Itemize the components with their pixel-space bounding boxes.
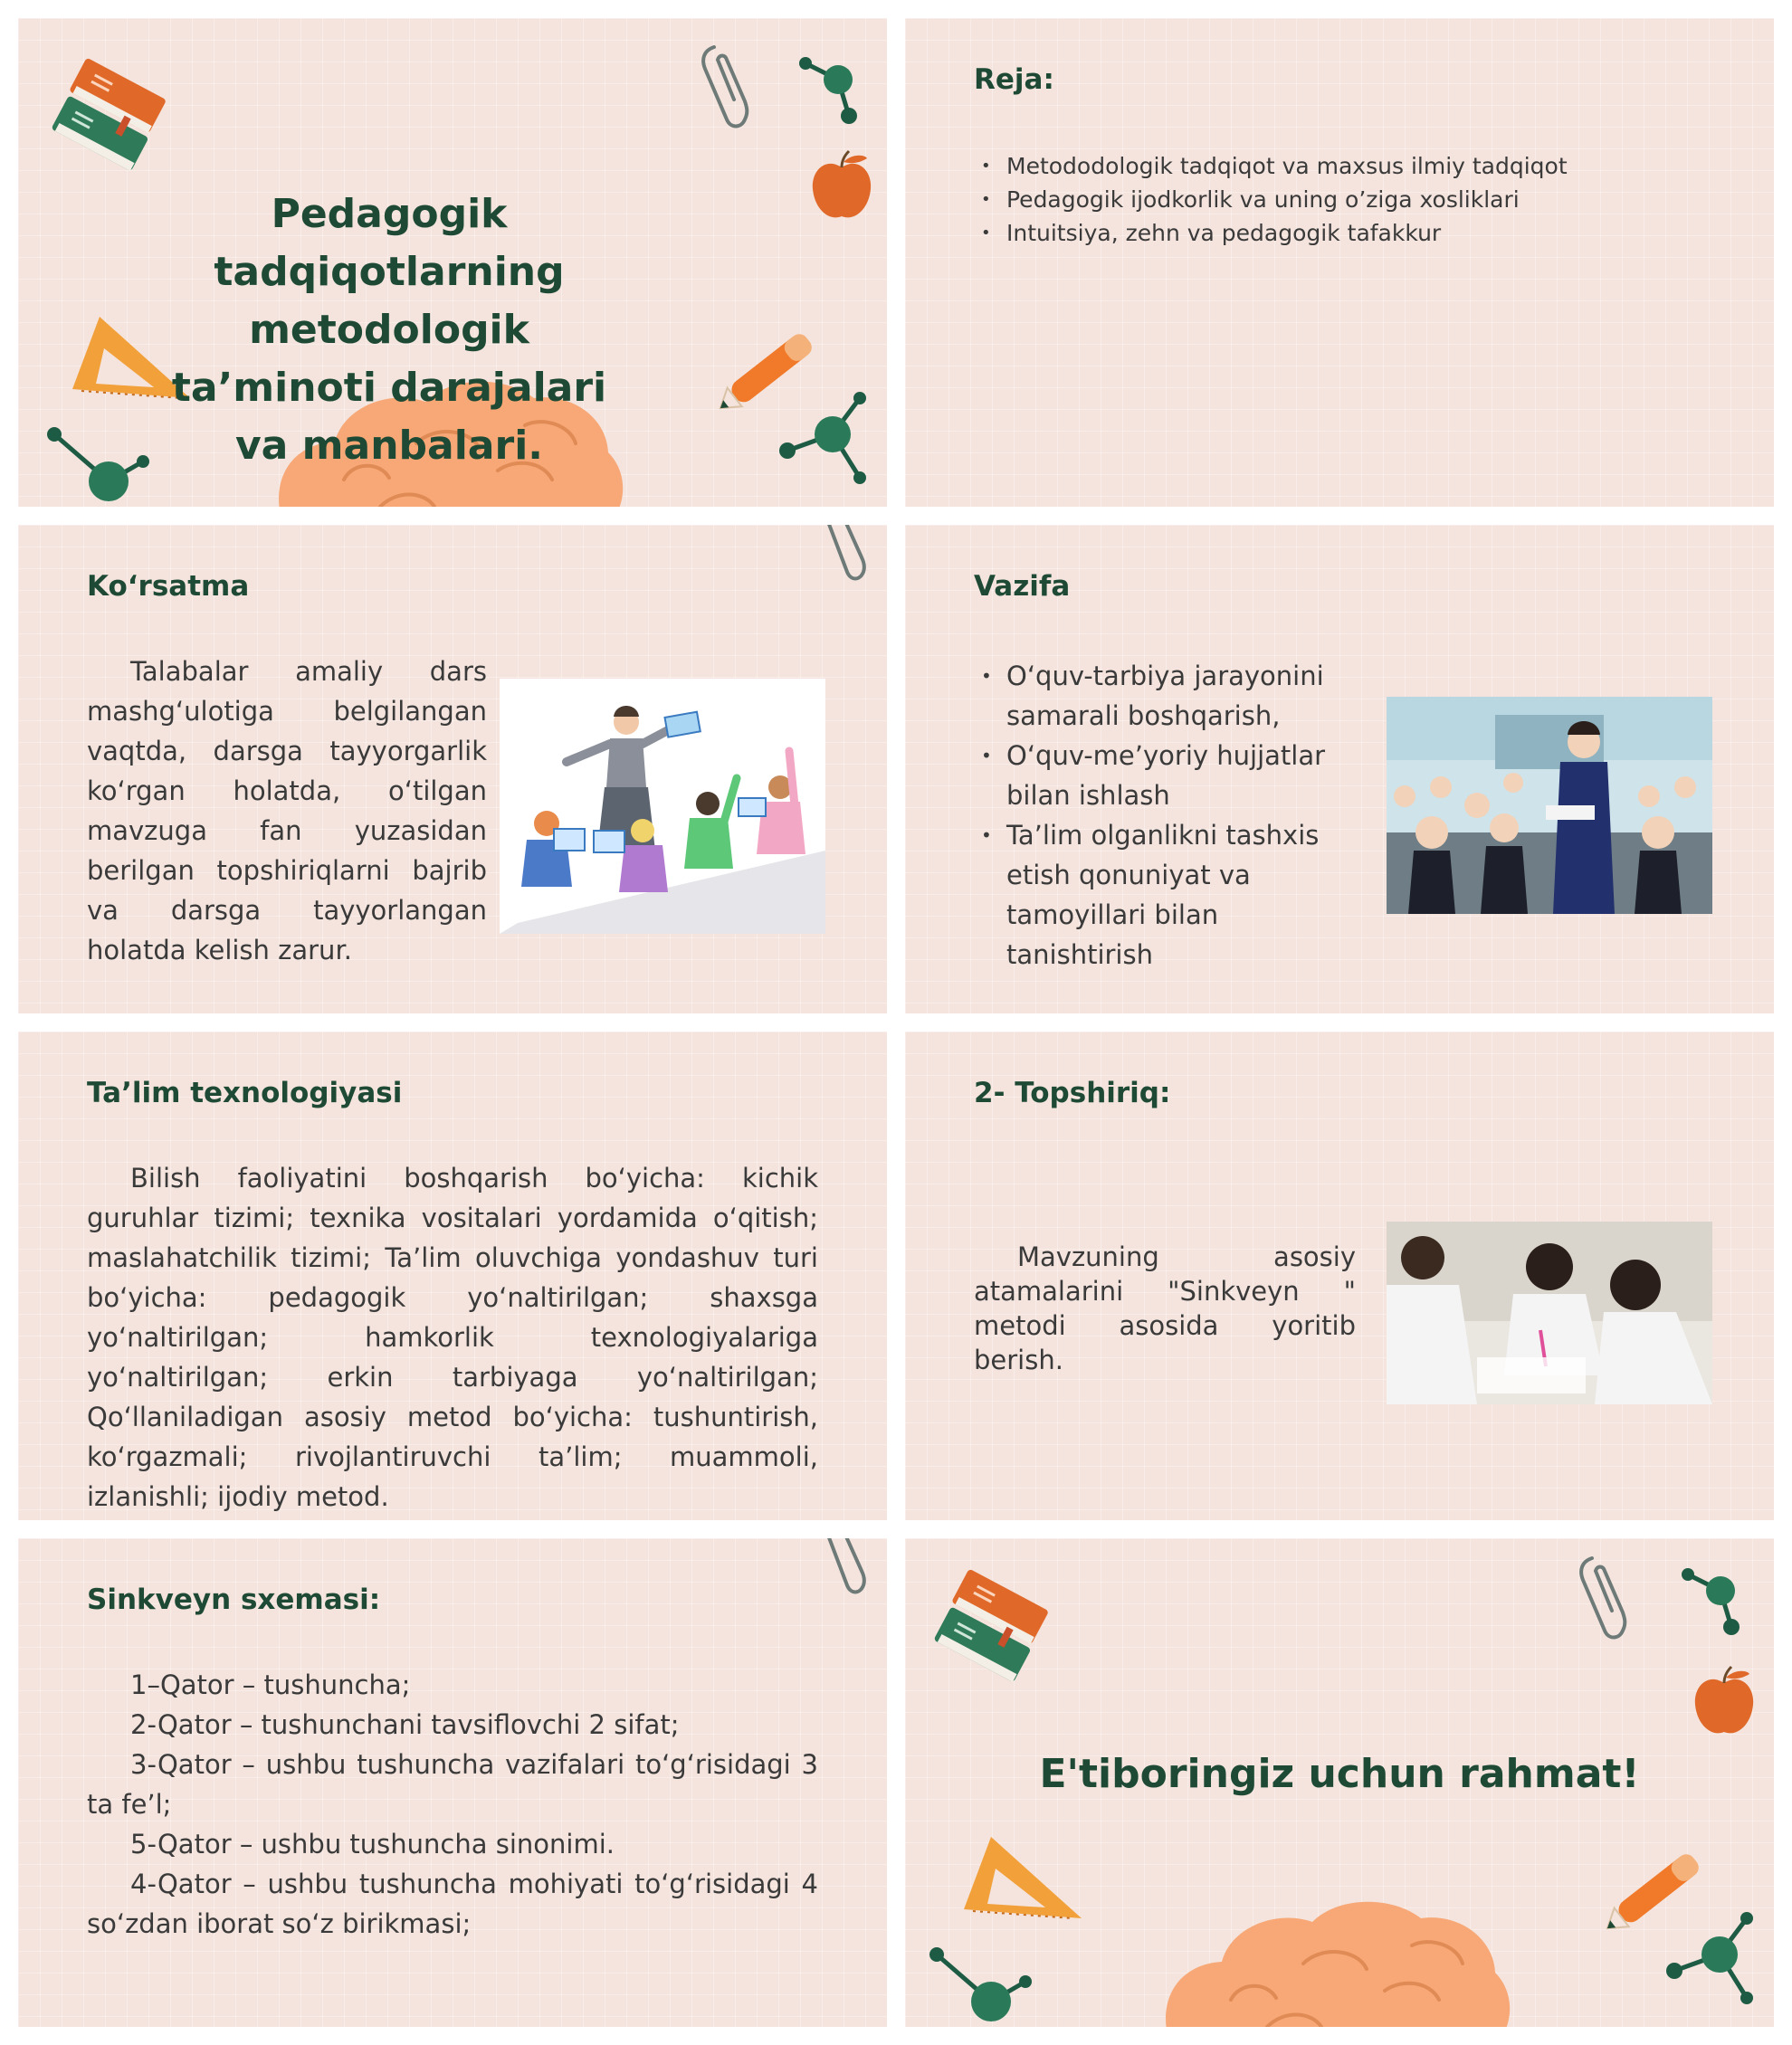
apple-icon: [805, 149, 878, 231]
list-item: • Intuitsiya, zehn va pedagogik tafakkur: [974, 216, 1568, 250]
slide-tasks: [905, 525, 1774, 1013]
slide-heading: 2- Topshiriq:: [974, 1077, 1171, 1109]
edu-technology-text: Bilish faoliyatini boshqarish bo‘yicha: kichik guruhlar tizimi; texnika vositalari yordamida o‘qitish; maslahatchilik tizimi; Ta’lim oluvchiga yondashuv turi bo‘yicha: pedagogik yo‘naltirilgan; shaxsga yo‘naltirilgan; hamkorlik texnologiyalariga yo‘naltirilgan; erkin tarbiyaga yo‘naltirilgan; Qo‘llaniladigan asosiy metod bo‘yicha: tushuntirish, ko‘rgazmali; rivojlantiruvchi ta’lim; muammoli, izlanishli; ijodiy metod.: [87, 1163, 818, 1512]
scheme-line: 2-Qator – tushunchani tavsiflovchi 2 sifat;: [130, 1709, 680, 1740]
list-item: • Ta’lim olganlikni tashxis etish qonuniyat va tamoyillari bilan tanishtirish: [974, 815, 1354, 975]
molecule-icon: [919, 1936, 1036, 2027]
ruler-triangle-icon: [955, 1828, 1091, 1936]
slide-heading: Ta’lim texnologiyasi: [87, 1077, 403, 1109]
slide-thanks: [905, 1538, 1774, 2027]
scheme-line: 3-Qator – ushbu tushuncha vazifalari to‘g‘risidagi 3 ta fe’l;: [87, 1749, 818, 1820]
students-writing-photo: [1387, 1222, 1712, 1404]
apple-icon: [1688, 1665, 1760, 1746]
molecule-icon: [1656, 1900, 1765, 2018]
assignment-text: Mavzuning asosiy atamalarini "Sinkveyn " metodi asosida yoritib berish.: [974, 1241, 1356, 1375]
paperclip-icon: [815, 525, 869, 588]
task-list: [974, 656, 1354, 975]
slide-instruction: [18, 525, 887, 1013]
instruction-text: Talabalar amaliy dars mashg‘ulotiga belgilangan vaqtda, darsga tayyorgarlik ko‘rgan holatda, o‘tilgan mavzuga fan yuzasidan berilgan topshiriqlarni bajrib va darsga tayyorlangan holatda kelish zarur.: [87, 656, 487, 965]
paperclip-icon: [692, 36, 756, 131]
molecule-icon: [1670, 1547, 1760, 1647]
list-item: • O‘quv-me’yoriy hujjatlar bilan ishlash: [974, 736, 1354, 815]
molecule-icon: [36, 416, 154, 507]
sinkveyn-lines: [87, 1665, 818, 1944]
scheme-line: 5-Qator – ushbu tushuncha sinonimi.: [130, 1829, 615, 1860]
slide-plan: [905, 18, 1774, 507]
slide-title: [18, 18, 887, 507]
books-icon: [928, 1556, 1054, 1701]
books-icon: [45, 45, 172, 190]
brain-icon: [1158, 1891, 1520, 2027]
slide-edu-technology: [18, 1032, 887, 1520]
slide-sinkveyn-scheme: [18, 1538, 887, 2027]
slide-heading: Ko‘rsatma: [87, 570, 250, 603]
scheme-line: 1–Qator – tushuncha;: [130, 1669, 411, 1700]
scheme-line: 4-Qator – ushbu tushuncha mohiyati to‘g‘risidagi 4 so‘zdan iborat so‘z birikmasi;: [87, 1869, 818, 1939]
thanks-title: E'tiboringiz uchun rahmat!: [1039, 1751, 1640, 1797]
teacher-students-illustration: [500, 679, 825, 934]
molecule-icon: [787, 36, 878, 136]
presentation-title: Pedagogik tadqiqotlarning metodologik ta’minoti darajalari va manbalari.: [171, 191, 607, 469]
slide-heading: Sinkveyn sxemasi:: [87, 1584, 381, 1616]
slide-assignment: [905, 1032, 1774, 1520]
slide-heading: Vazifa: [974, 570, 1071, 603]
slide-heading: Reja:: [974, 63, 1054, 96]
paperclip-icon: [815, 1538, 869, 1602]
paperclip-icon: [1570, 1547, 1634, 1642]
list-item: • Pedagogik ijodkorlik va uning o’ziga xosliklari: [974, 183, 1568, 216]
classroom-photo: [1387, 697, 1712, 914]
list-item: • Metododologik tadqiqot va maxsus ilmiy tadqiqot: [974, 149, 1568, 183]
list-item: • O‘quv-tarbiya jarayonini samarali boshqarish,: [974, 656, 1354, 736]
plan-list: [974, 149, 1568, 250]
molecule-icon: [769, 380, 878, 498]
